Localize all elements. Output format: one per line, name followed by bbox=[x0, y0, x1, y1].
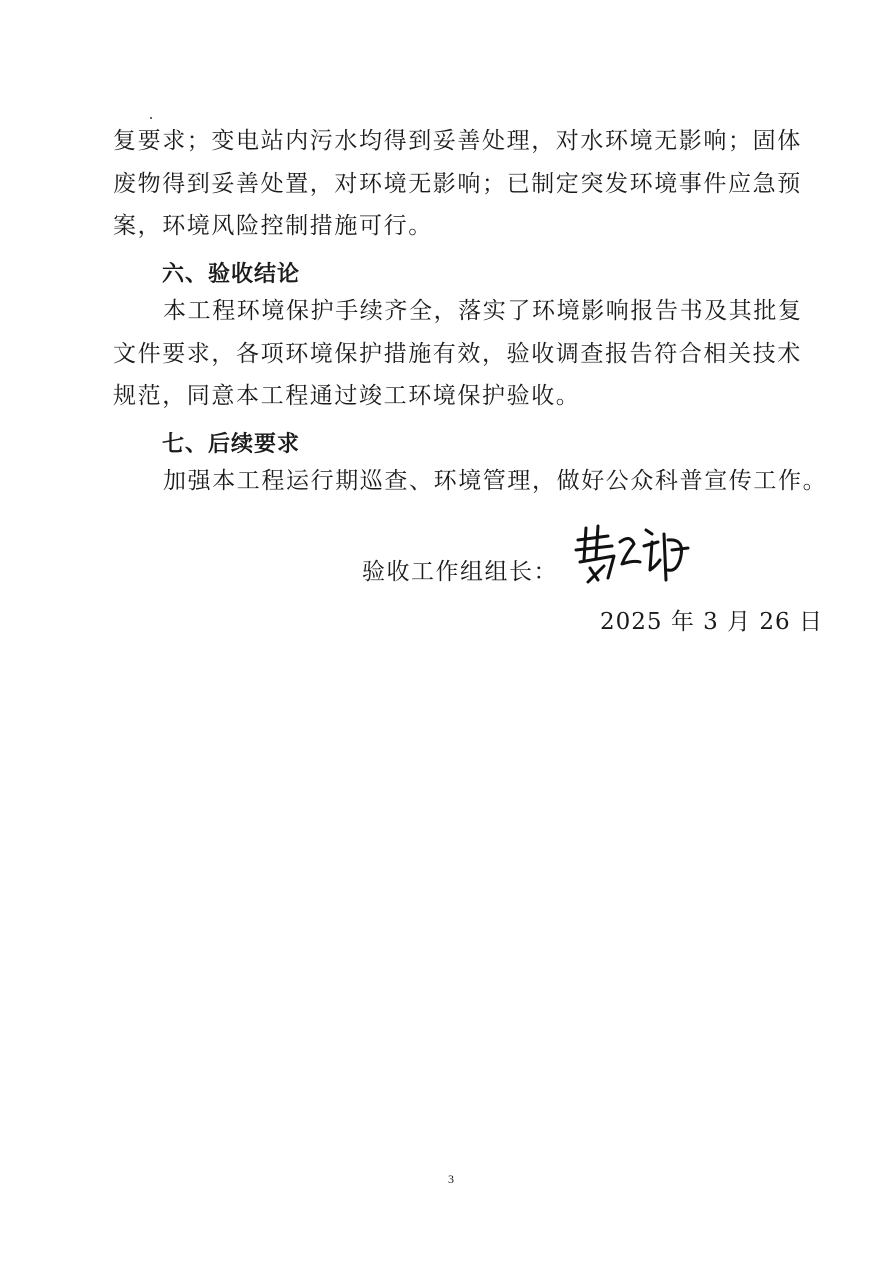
signature-label: 验收工作组组长： bbox=[362, 559, 558, 585]
paragraph-line: 复要求；变电站内污水均得到妥善处理，对水环境无影响；固体 bbox=[113, 128, 802, 154]
signing-date: 2025 年 3 月 26 日 bbox=[600, 609, 823, 635]
scan-speck bbox=[150, 117, 152, 119]
paragraph-line: 本工程环境保护手续齐全，落实了环境影响报告书及其批复 bbox=[163, 298, 803, 324]
section5-paragraph bbox=[113, 120, 802, 248]
paragraph-line: 规范，同意本工程通过竣工环境保护验收。 bbox=[113, 383, 581, 409]
section6-paragraph bbox=[113, 290, 803, 418]
paragraph-line: 加强本工程运行期巡查、环境管理，做好公众科普宣传工作。 bbox=[163, 468, 828, 494]
paragraph-line: 文件要求，各项环境保护措施有效，验收调查报告符合相关技术 bbox=[113, 340, 802, 367]
paragraph-line: 案，环境风险控制措施可行。 bbox=[113, 213, 433, 239]
section7-heading: 七、后续要求 bbox=[162, 432, 301, 457]
paragraph-line: 废物得到妥善处置，对环境无影响；已制定突发环境事件应急预 bbox=[113, 170, 802, 197]
section6-heading: 六、验收结论 bbox=[162, 262, 301, 287]
section7-paragraph bbox=[113, 460, 828, 503]
handwritten-signature bbox=[568, 520, 698, 590]
page-number: 3 bbox=[448, 1172, 454, 1186]
